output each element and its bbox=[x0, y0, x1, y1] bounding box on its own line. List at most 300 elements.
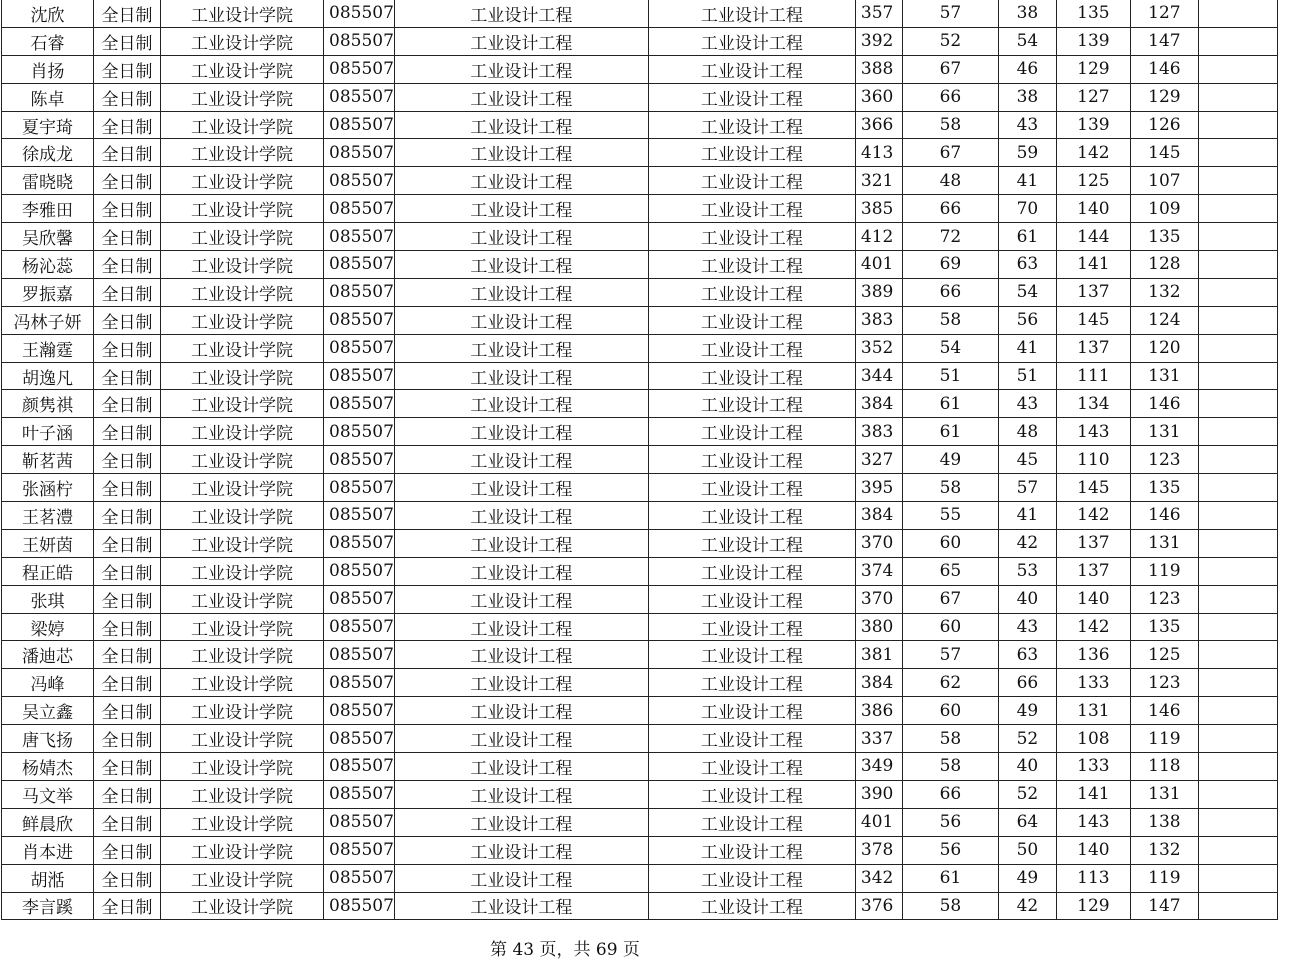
student-name-cell: 王妍茵 bbox=[2, 529, 94, 557]
subject2-score-cell: 146 bbox=[1130, 697, 1198, 725]
subject2-score-cell: 118 bbox=[1130, 753, 1198, 781]
subject1-score-cell: 140 bbox=[1056, 836, 1130, 864]
table-row bbox=[2, 780, 1278, 808]
school-cell: 工业设计学院 bbox=[161, 864, 324, 892]
table-row bbox=[2, 613, 1278, 641]
major-cell: 工业设计工程 bbox=[394, 139, 648, 167]
politics-score-cell: 57 bbox=[902, 641, 998, 669]
school-cell: 工业设计学院 bbox=[161, 306, 324, 334]
major-cell: 工业设计工程 bbox=[394, 753, 648, 781]
total-score-cell: 389 bbox=[855, 278, 902, 306]
table-row bbox=[2, 529, 1278, 557]
student-name-cell: 李言蹊 bbox=[2, 892, 94, 920]
subject1-score-cell: 137 bbox=[1056, 529, 1130, 557]
major-code-cell: 085507 bbox=[324, 669, 395, 697]
politics-score-cell: 51 bbox=[902, 362, 998, 390]
student-name-cell: 王茗澧 bbox=[2, 502, 94, 530]
politics-score-cell: 67 bbox=[902, 139, 998, 167]
english-score-cell: 48 bbox=[998, 418, 1056, 446]
table-row bbox=[2, 251, 1278, 279]
study-mode-cell: 全日制 bbox=[94, 557, 161, 585]
study-mode-cell: 全日制 bbox=[94, 669, 161, 697]
politics-score-cell: 69 bbox=[902, 251, 998, 279]
study-mode-cell: 全日制 bbox=[94, 306, 161, 334]
total-score-cell: 386 bbox=[855, 697, 902, 725]
major-code-cell: 085507 bbox=[324, 892, 395, 920]
total-score-cell: 390 bbox=[855, 780, 902, 808]
total-score-cell: 349 bbox=[855, 753, 902, 781]
table-row bbox=[2, 195, 1278, 223]
major-code-cell: 085507 bbox=[324, 529, 395, 557]
remarks-cell bbox=[1198, 195, 1277, 223]
subject2-score-cell: 127 bbox=[1130, 0, 1198, 27]
major-code-cell: 085507 bbox=[324, 27, 395, 55]
study-mode-cell: 全日制 bbox=[94, 83, 161, 111]
school-cell: 工业设计学院 bbox=[161, 418, 324, 446]
table-row bbox=[2, 390, 1278, 418]
table-row bbox=[2, 55, 1278, 83]
politics-score-cell: 67 bbox=[902, 55, 998, 83]
school-cell: 工业设计学院 bbox=[161, 892, 324, 920]
total-score-cell: 357 bbox=[855, 0, 902, 27]
table-row bbox=[2, 27, 1278, 55]
major-cell: 工业设计工程 bbox=[394, 474, 648, 502]
major-code-cell: 085507 bbox=[324, 836, 395, 864]
subject2-score-cell: 147 bbox=[1130, 27, 1198, 55]
total-score-cell: 344 bbox=[855, 362, 902, 390]
study-mode-cell: 全日制 bbox=[94, 725, 161, 753]
research-direction-cell: 工业设计工程 bbox=[648, 27, 855, 55]
subject1-score-cell: 140 bbox=[1056, 195, 1130, 223]
politics-score-cell: 61 bbox=[902, 418, 998, 446]
subject1-score-cell: 142 bbox=[1056, 502, 1130, 530]
remarks-cell bbox=[1198, 474, 1277, 502]
table-row bbox=[2, 223, 1278, 251]
subject2-score-cell: 109 bbox=[1130, 195, 1198, 223]
major-cell: 工业设计工程 bbox=[394, 278, 648, 306]
subject2-score-cell: 119 bbox=[1130, 864, 1198, 892]
major-code-cell: 085507 bbox=[324, 808, 395, 836]
total-score-cell: 392 bbox=[855, 27, 902, 55]
politics-score-cell: 62 bbox=[902, 669, 998, 697]
school-cell: 工业设计学院 bbox=[161, 278, 324, 306]
school-cell: 工业设计学院 bbox=[161, 390, 324, 418]
student-name-cell: 杨婧杰 bbox=[2, 753, 94, 781]
major-cell: 工业设计工程 bbox=[394, 585, 648, 613]
remarks-cell bbox=[1198, 753, 1277, 781]
remarks-cell bbox=[1198, 613, 1277, 641]
research-direction-cell: 工业设计工程 bbox=[648, 55, 855, 83]
politics-score-cell: 66 bbox=[902, 278, 998, 306]
table-row bbox=[2, 753, 1278, 781]
english-score-cell: 59 bbox=[998, 139, 1056, 167]
school-cell: 工业设计学院 bbox=[161, 55, 324, 83]
subject1-score-cell: 108 bbox=[1056, 725, 1130, 753]
table-row bbox=[2, 474, 1278, 502]
subject2-score-cell: 124 bbox=[1130, 306, 1198, 334]
table-row bbox=[2, 139, 1278, 167]
research-direction-cell: 工业设计工程 bbox=[648, 362, 855, 390]
table-row bbox=[2, 725, 1278, 753]
total-score-cell: 401 bbox=[855, 808, 902, 836]
remarks-cell bbox=[1198, 362, 1277, 390]
total-score-cell: 380 bbox=[855, 613, 902, 641]
total-score-cell: 383 bbox=[855, 418, 902, 446]
subject2-score-cell: 128 bbox=[1130, 251, 1198, 279]
school-cell: 工业设计学院 bbox=[161, 557, 324, 585]
school-cell: 工业设计学院 bbox=[161, 139, 324, 167]
remarks-cell bbox=[1198, 446, 1277, 474]
total-score-cell: 383 bbox=[855, 306, 902, 334]
research-direction-cell: 工业设计工程 bbox=[648, 836, 855, 864]
major-code-cell: 085507 bbox=[324, 753, 395, 781]
subject2-score-cell: 147 bbox=[1130, 892, 1198, 920]
school-cell: 工业设计学院 bbox=[161, 697, 324, 725]
total-score-cell: 384 bbox=[855, 669, 902, 697]
politics-score-cell: 54 bbox=[902, 334, 998, 362]
subject2-score-cell: 119 bbox=[1130, 557, 1198, 585]
study-mode-cell: 全日制 bbox=[94, 55, 161, 83]
total-score-cell: 374 bbox=[855, 557, 902, 585]
subject1-score-cell: 145 bbox=[1056, 474, 1130, 502]
table-row bbox=[2, 864, 1278, 892]
remarks-cell bbox=[1198, 557, 1277, 585]
politics-score-cell: 67 bbox=[902, 585, 998, 613]
remarks-cell bbox=[1198, 27, 1277, 55]
school-cell: 工业设计学院 bbox=[161, 83, 324, 111]
subject1-score-cell: 125 bbox=[1056, 167, 1130, 195]
english-score-cell: 64 bbox=[998, 808, 1056, 836]
english-score-cell: 52 bbox=[998, 725, 1056, 753]
school-cell: 工业设计学院 bbox=[161, 780, 324, 808]
subject2-score-cell: 146 bbox=[1130, 390, 1198, 418]
subject2-score-cell: 123 bbox=[1130, 446, 1198, 474]
remarks-cell bbox=[1198, 0, 1277, 27]
research-direction-cell: 工业设计工程 bbox=[648, 641, 855, 669]
total-score-cell: 413 bbox=[855, 139, 902, 167]
table-row bbox=[2, 669, 1278, 697]
remarks-cell bbox=[1198, 278, 1277, 306]
total-score-cell: 381 bbox=[855, 641, 902, 669]
remarks-cell bbox=[1198, 83, 1277, 111]
subject1-score-cell: 140 bbox=[1056, 585, 1130, 613]
remarks-cell bbox=[1198, 223, 1277, 251]
research-direction-cell: 工业设计工程 bbox=[648, 83, 855, 111]
subject1-score-cell: 145 bbox=[1056, 306, 1130, 334]
research-direction-cell: 工业设计工程 bbox=[648, 139, 855, 167]
subject1-score-cell: 129 bbox=[1056, 892, 1130, 920]
politics-score-cell: 66 bbox=[902, 780, 998, 808]
english-score-cell: 63 bbox=[998, 641, 1056, 669]
study-mode-cell: 全日制 bbox=[94, 111, 161, 139]
politics-score-cell: 49 bbox=[902, 446, 998, 474]
total-score-cell: 388 bbox=[855, 55, 902, 83]
table-row bbox=[2, 334, 1278, 362]
english-score-cell: 42 bbox=[998, 892, 1056, 920]
major-code-cell: 085507 bbox=[324, 167, 395, 195]
politics-score-cell: 58 bbox=[902, 725, 998, 753]
study-mode-cell: 全日制 bbox=[94, 836, 161, 864]
school-cell: 工业设计学院 bbox=[161, 111, 324, 139]
english-score-cell: 38 bbox=[998, 83, 1056, 111]
study-mode-cell: 全日制 bbox=[94, 502, 161, 530]
subject1-score-cell: 137 bbox=[1056, 334, 1130, 362]
research-direction-cell: 工业设计工程 bbox=[648, 613, 855, 641]
major-code-cell: 085507 bbox=[324, 195, 395, 223]
subject2-score-cell: 107 bbox=[1130, 167, 1198, 195]
politics-score-cell: 61 bbox=[902, 864, 998, 892]
school-cell: 工业设计学院 bbox=[161, 167, 324, 195]
politics-score-cell: 56 bbox=[902, 808, 998, 836]
english-score-cell: 45 bbox=[998, 446, 1056, 474]
total-score-cell: 360 bbox=[855, 83, 902, 111]
school-cell: 工业设计学院 bbox=[161, 446, 324, 474]
politics-score-cell: 72 bbox=[902, 223, 998, 251]
major-cell: 工业设计工程 bbox=[394, 195, 648, 223]
major-code-cell: 085507 bbox=[324, 418, 395, 446]
table-row bbox=[2, 502, 1278, 530]
english-score-cell: 54 bbox=[998, 27, 1056, 55]
politics-score-cell: 58 bbox=[902, 892, 998, 920]
student-name-cell: 张涵柠 bbox=[2, 474, 94, 502]
school-cell: 工业设计学院 bbox=[161, 613, 324, 641]
research-direction-cell: 工业设计工程 bbox=[648, 418, 855, 446]
politics-score-cell: 58 bbox=[902, 111, 998, 139]
remarks-cell bbox=[1198, 390, 1277, 418]
remarks-cell bbox=[1198, 697, 1277, 725]
table-row bbox=[2, 278, 1278, 306]
remarks-cell bbox=[1198, 808, 1277, 836]
subject2-score-cell: 120 bbox=[1130, 334, 1198, 362]
school-cell: 工业设计学院 bbox=[161, 529, 324, 557]
subject1-score-cell: 143 bbox=[1056, 808, 1130, 836]
politics-score-cell: 60 bbox=[902, 613, 998, 641]
subject1-score-cell: 142 bbox=[1056, 613, 1130, 641]
school-cell: 工业设计学院 bbox=[161, 334, 324, 362]
school-cell: 工业设计学院 bbox=[161, 502, 324, 530]
major-cell: 工业设计工程 bbox=[394, 27, 648, 55]
major-cell: 工业设计工程 bbox=[394, 864, 648, 892]
school-cell: 工业设计学院 bbox=[161, 223, 324, 251]
research-direction-cell: 工业设计工程 bbox=[648, 697, 855, 725]
total-score-cell: 401 bbox=[855, 251, 902, 279]
major-cell: 工业设计工程 bbox=[394, 390, 648, 418]
english-score-cell: 53 bbox=[998, 557, 1056, 585]
politics-score-cell: 66 bbox=[902, 195, 998, 223]
study-mode-cell: 全日制 bbox=[94, 474, 161, 502]
school-cell: 工业设计学院 bbox=[161, 362, 324, 390]
study-mode-cell: 全日制 bbox=[94, 641, 161, 669]
research-direction-cell: 工业设计工程 bbox=[648, 892, 855, 920]
remarks-cell bbox=[1198, 502, 1277, 530]
english-score-cell: 38 bbox=[998, 0, 1056, 27]
student-name-cell: 马文举 bbox=[2, 780, 94, 808]
major-cell: 工业设计工程 bbox=[394, 55, 648, 83]
major-cell: 工业设计工程 bbox=[394, 641, 648, 669]
total-score-cell: 395 bbox=[855, 474, 902, 502]
subject1-score-cell: 110 bbox=[1056, 446, 1130, 474]
major-cell: 工业设计工程 bbox=[394, 725, 648, 753]
remarks-cell bbox=[1198, 585, 1277, 613]
major-code-cell: 085507 bbox=[324, 390, 395, 418]
total-score-cell: 376 bbox=[855, 892, 902, 920]
student-name-cell: 雷晓晓 bbox=[2, 167, 94, 195]
english-score-cell: 57 bbox=[998, 474, 1056, 502]
study-mode-cell: 全日制 bbox=[94, 753, 161, 781]
major-code-cell: 085507 bbox=[324, 0, 395, 27]
english-score-cell: 43 bbox=[998, 111, 1056, 139]
major-code-cell: 085507 bbox=[324, 502, 395, 530]
subject2-score-cell: 131 bbox=[1130, 418, 1198, 446]
admission-table bbox=[1, 0, 1278, 920]
study-mode-cell: 全日制 bbox=[94, 334, 161, 362]
major-code-cell: 085507 bbox=[324, 55, 395, 83]
study-mode-cell: 全日制 bbox=[94, 27, 161, 55]
student-name-cell: 罗振嘉 bbox=[2, 278, 94, 306]
english-score-cell: 52 bbox=[998, 780, 1056, 808]
subject1-score-cell: 139 bbox=[1056, 111, 1130, 139]
subject2-score-cell: 146 bbox=[1130, 502, 1198, 530]
major-cell: 工业设计工程 bbox=[394, 502, 648, 530]
subject1-score-cell: 136 bbox=[1056, 641, 1130, 669]
school-cell: 工业设计学院 bbox=[161, 808, 324, 836]
page-number: 第 43 页，共 69 页 bbox=[490, 940, 640, 960]
subject2-score-cell: 131 bbox=[1130, 362, 1198, 390]
major-cell: 工业设计工程 bbox=[394, 613, 648, 641]
politics-score-cell: 58 bbox=[902, 753, 998, 781]
subject1-score-cell: 133 bbox=[1056, 669, 1130, 697]
remarks-cell bbox=[1198, 864, 1277, 892]
study-mode-cell: 全日制 bbox=[94, 418, 161, 446]
politics-score-cell: 58 bbox=[902, 306, 998, 334]
remarks-cell bbox=[1198, 167, 1277, 195]
study-mode-cell: 全日制 bbox=[94, 780, 161, 808]
school-cell: 工业设计学院 bbox=[161, 669, 324, 697]
student-name-cell: 张琪 bbox=[2, 585, 94, 613]
major-code-cell: 085507 bbox=[324, 334, 395, 362]
table-row bbox=[2, 836, 1278, 864]
research-direction-cell: 工业设计工程 bbox=[648, 167, 855, 195]
politics-score-cell: 65 bbox=[902, 557, 998, 585]
student-name-cell: 陈卓 bbox=[2, 83, 94, 111]
major-code-cell: 085507 bbox=[324, 864, 395, 892]
subject2-score-cell: 146 bbox=[1130, 55, 1198, 83]
major-cell: 工业设计工程 bbox=[394, 251, 648, 279]
student-name-cell: 李雅田 bbox=[2, 195, 94, 223]
subject1-score-cell: 139 bbox=[1056, 27, 1130, 55]
school-cell: 工业设计学院 bbox=[161, 27, 324, 55]
school-cell: 工业设计学院 bbox=[161, 753, 324, 781]
study-mode-cell: 全日制 bbox=[94, 139, 161, 167]
subject1-score-cell: 141 bbox=[1056, 251, 1130, 279]
research-direction-cell: 工业设计工程 bbox=[648, 669, 855, 697]
english-score-cell: 41 bbox=[998, 167, 1056, 195]
subject2-score-cell: 129 bbox=[1130, 83, 1198, 111]
student-name-cell: 冯峰 bbox=[2, 669, 94, 697]
study-mode-cell: 全日制 bbox=[94, 0, 161, 27]
english-score-cell: 41 bbox=[998, 334, 1056, 362]
subject1-score-cell: 133 bbox=[1056, 753, 1130, 781]
politics-score-cell: 60 bbox=[902, 697, 998, 725]
research-direction-cell: 工业设计工程 bbox=[648, 557, 855, 585]
subject2-score-cell: 123 bbox=[1130, 669, 1198, 697]
politics-score-cell: 66 bbox=[902, 83, 998, 111]
school-cell: 工业设计学院 bbox=[161, 641, 324, 669]
research-direction-cell: 工业设计工程 bbox=[648, 195, 855, 223]
english-score-cell: 61 bbox=[998, 223, 1056, 251]
student-name-cell: 靳茗茜 bbox=[2, 446, 94, 474]
major-code-cell: 085507 bbox=[324, 697, 395, 725]
research-direction-cell: 工业设计工程 bbox=[648, 111, 855, 139]
major-code-cell: 085507 bbox=[324, 83, 395, 111]
study-mode-cell: 全日制 bbox=[94, 892, 161, 920]
major-cell: 工业设计工程 bbox=[394, 780, 648, 808]
subject2-score-cell: 123 bbox=[1130, 585, 1198, 613]
student-name-cell: 胡逸凡 bbox=[2, 362, 94, 390]
research-direction-cell: 工业设计工程 bbox=[648, 808, 855, 836]
total-score-cell: 342 bbox=[855, 864, 902, 892]
english-score-cell: 49 bbox=[998, 697, 1056, 725]
remarks-cell bbox=[1198, 139, 1277, 167]
subject2-score-cell: 132 bbox=[1130, 836, 1198, 864]
study-mode-cell: 全日制 bbox=[94, 251, 161, 279]
major-cell: 工业设计工程 bbox=[394, 808, 648, 836]
study-mode-cell: 全日制 bbox=[94, 446, 161, 474]
subject1-score-cell: 141 bbox=[1056, 780, 1130, 808]
study-mode-cell: 全日制 bbox=[94, 808, 161, 836]
table-row bbox=[2, 446, 1278, 474]
table-row bbox=[2, 585, 1278, 613]
major-code-cell: 085507 bbox=[324, 557, 395, 585]
total-score-cell: 370 bbox=[855, 529, 902, 557]
remarks-cell bbox=[1198, 251, 1277, 279]
major-code-cell: 085507 bbox=[324, 278, 395, 306]
english-score-cell: 63 bbox=[998, 251, 1056, 279]
research-direction-cell: 工业设计工程 bbox=[648, 585, 855, 613]
subject2-score-cell: 119 bbox=[1130, 725, 1198, 753]
school-cell: 工业设计学院 bbox=[161, 585, 324, 613]
table-row bbox=[2, 362, 1278, 390]
major-cell: 工业设计工程 bbox=[394, 836, 648, 864]
subject2-score-cell: 145 bbox=[1130, 139, 1198, 167]
research-direction-cell: 工业设计工程 bbox=[648, 502, 855, 530]
school-cell: 工业设计学院 bbox=[161, 725, 324, 753]
major-cell: 工业设计工程 bbox=[394, 111, 648, 139]
major-cell: 工业设计工程 bbox=[394, 669, 648, 697]
subject2-score-cell: 126 bbox=[1130, 111, 1198, 139]
study-mode-cell: 全日制 bbox=[94, 390, 161, 418]
research-direction-cell: 工业设计工程 bbox=[648, 223, 855, 251]
remarks-cell bbox=[1198, 725, 1277, 753]
school-cell: 工业设计学院 bbox=[161, 0, 324, 27]
major-code-cell: 085507 bbox=[324, 446, 395, 474]
table-row bbox=[2, 641, 1278, 669]
research-direction-cell: 工业设计工程 bbox=[648, 306, 855, 334]
subject2-score-cell: 132 bbox=[1130, 278, 1198, 306]
major-code-cell: 085507 bbox=[324, 251, 395, 279]
politics-score-cell: 60 bbox=[902, 529, 998, 557]
major-cell: 工业设计工程 bbox=[394, 0, 648, 27]
major-code-cell: 085507 bbox=[324, 306, 395, 334]
school-cell: 工业设计学院 bbox=[161, 474, 324, 502]
table-row bbox=[2, 111, 1278, 139]
table-row bbox=[2, 808, 1278, 836]
study-mode-cell: 全日制 bbox=[94, 697, 161, 725]
politics-score-cell: 52 bbox=[902, 27, 998, 55]
total-score-cell: 412 bbox=[855, 223, 902, 251]
table-row bbox=[2, 892, 1278, 920]
remarks-cell bbox=[1198, 334, 1277, 362]
